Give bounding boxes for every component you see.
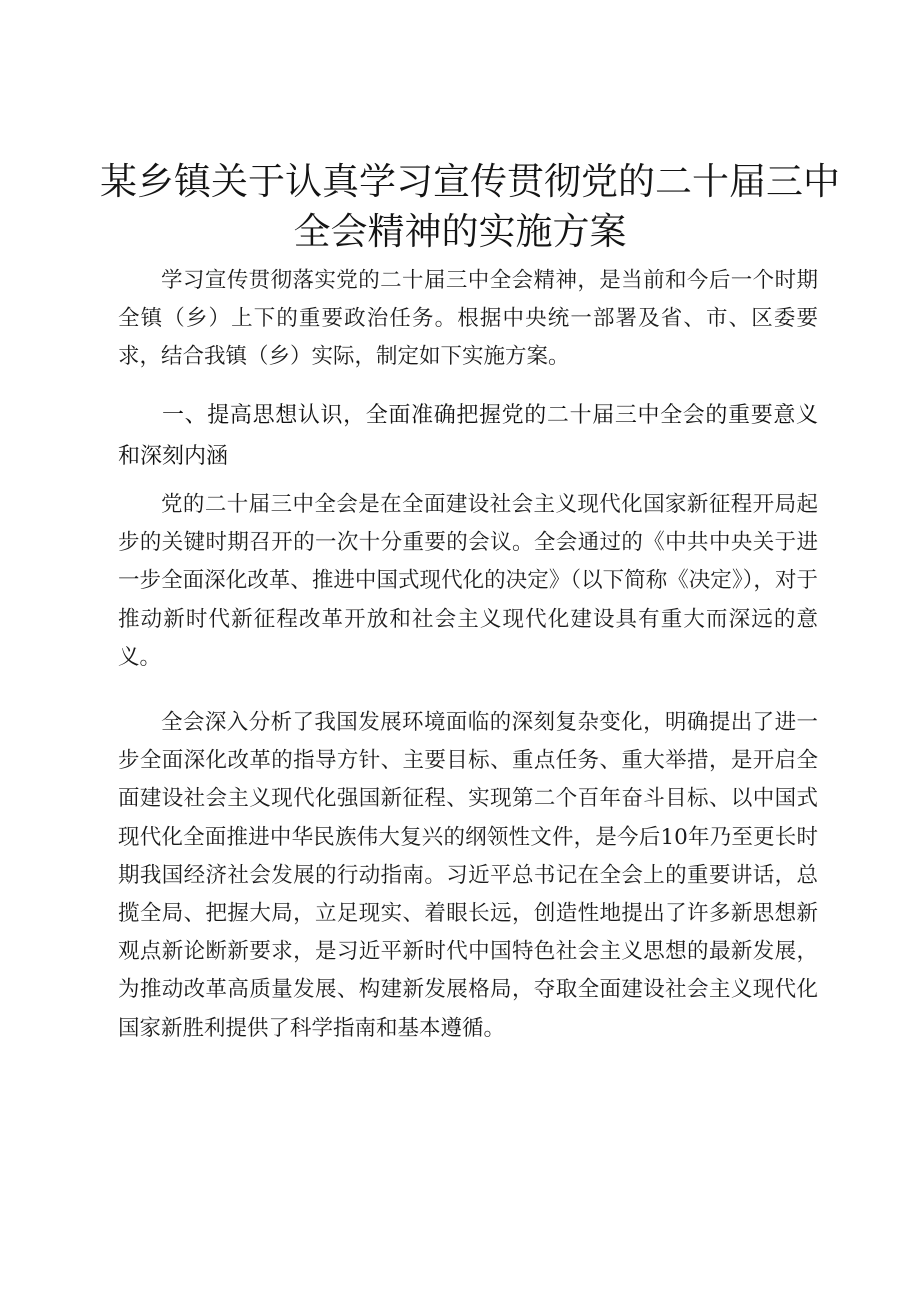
title-line-2: 全会精神的实施方案: [293, 210, 627, 253]
intro-paragraph: 学习宣传贯彻落实党的二十届三中全会精神，是当前和今后一个时期全镇（乡）上下的重要政治任务。根据中央统一部署及省、市、区委要求，结合我镇（乡）实际，制定如下实施方案。: [118, 268, 818, 370]
document-title: [100, 157, 840, 257]
section-1-paragraph-1: 党的二十届三中全会是在全面建设社会主义现代化国家新征程开局起步的关键时期召开的一次十分重要的会议。全会通过的《中共中央关于进一步全面深化改革、推进中国式现代化的决定》（以下简称《决定》），对于推动新时代新征程改革开放和社会主义现代化建设具有重大而深远的意义。: [118, 492, 818, 670]
section-1-paragraph-2: 全会深入分析了我国发展环境面临的深刻复杂变化，明确提出了进一步全面深化改革的指导方针、主要目标、重点任务、重大举措，是开启全面建设社会主义现代化强国新征程、实现第二个百年奋斗目标、以中国式现代化全面推进中华民族伟大复兴的纲领性文件，是今后10年乃至更长时期我国经济社会发展的行动指南。习近平总书记在全会上的重要讲话，总揽全局、把握大局，立足现实、着眼长远，创造性地提出了许多新思想新观点新论断新要求，是习近平新时代中国特色社会主义思想的最新发展，为推动改革高质量发展、构建新发展格局，夺取全面建设社会主义现代化国家新胜利提供了科学指南和基本遵循。: [118, 710, 818, 1041]
section-1-heading: 一、提高思想认识，全面准确把握党的二十届三中全会的重要意义和深刻内涵: [118, 403, 818, 469]
title-line-1: 某乡镇关于认真学习宣传贯彻党的二十届三中: [100, 160, 840, 203]
